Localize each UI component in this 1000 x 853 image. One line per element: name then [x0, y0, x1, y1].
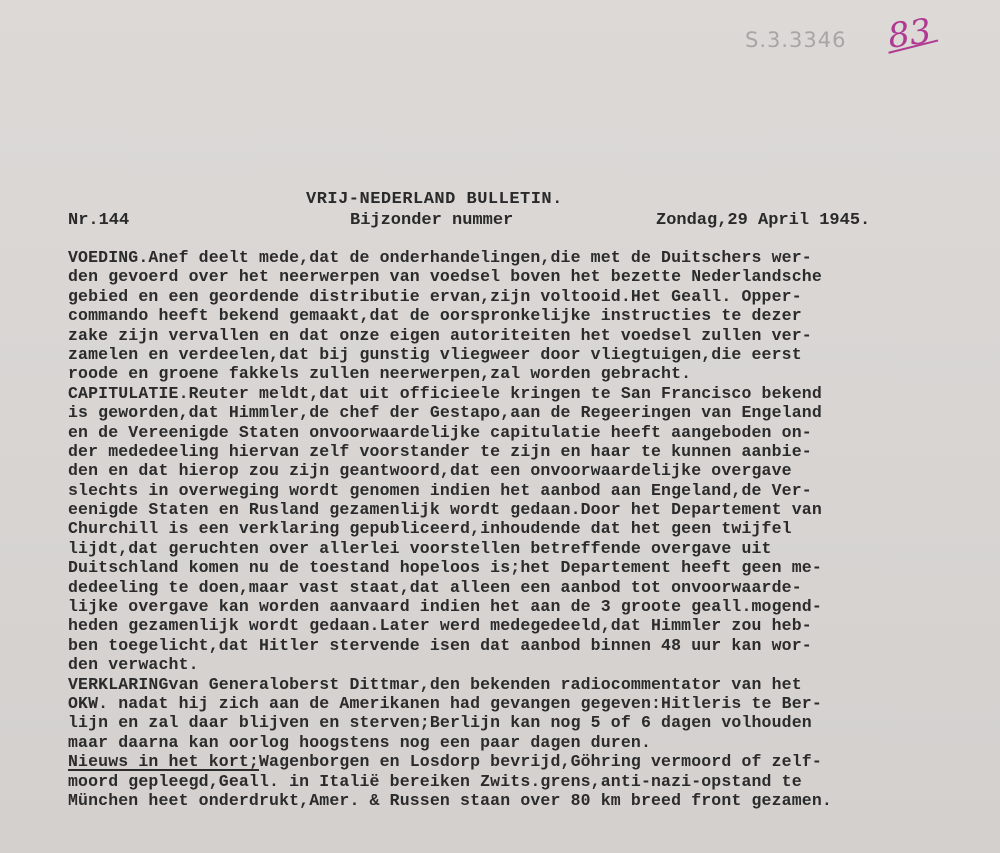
bulletin-body [68, 248, 968, 810]
body-line: VERKLARINGvan Generaloberst Dittmar,den bekenden radiocommentator van het [68, 674, 802, 694]
body-line: Churchill is een verklaring gepubliceerd,inhoudende dat het geen twijfel [68, 519, 792, 539]
body-line: gebied en een geordende distributie ervan,zijn voltooid.Het Geall. Opper- [68, 286, 802, 306]
archive-code-stamp: S.3.3346 [745, 28, 847, 52]
body-line: zake zijn vervallen en dat onze eigen autoriteiten het voedsel zullen ver- [68, 325, 812, 345]
body-line: ben toegelicht,dat Hitler stervende isen dat aanbod binnen 48 uur kan wor- [68, 635, 812, 655]
body-line: den verwacht. [68, 655, 199, 675]
body-line: roode en groene fakkels zullen neerwerpen,zal worden gebracht. [68, 364, 692, 384]
body-line: en de Vereenigde Staten onvoorwaardelijke capitulatie heeft aangeboden on- [68, 422, 812, 442]
body-line: CAPITULATIE.Reuter meldt,dat uit officieele kringen te San Francisco bekend [68, 383, 822, 403]
bulletin-header [68, 211, 908, 235]
body-line: den gevoerd over het neerwerpen van voedsel boven het bezette Nederlandsche [68, 267, 822, 287]
body-line: slechts in overweging wordt genomen indien het aanbod aan Engeland,de Ver- [68, 480, 812, 500]
body-line: VOEDING.Anef deelt mede,dat de onderhandelingen,die met de Duitschers wer- [68, 248, 812, 267]
issue-date: Zondag,29 April 1945. [656, 211, 871, 230]
body-line: is geworden,dat Himmler,de chef der Gestapo,aan de Regeeringen van Engeland [68, 403, 822, 423]
body-line: zamelen en verdeelen,dat bij gunstig vliegweer door vliegtuigen,die eerst [68, 344, 802, 364]
body-line: lijke overgave kan worden aanvaard indien het aan de 3 groote geall.mogend- [68, 597, 822, 617]
body-line: heden gezamenlijk wordt gedaan.Later werd medegedeeld,dat Himmler zou heb- [68, 616, 812, 636]
body-line: den en dat hierop zou zijn geantwoord,dat een onvoorwaardelijke overgave [68, 461, 792, 481]
bulletin-title: VRIJ-NEDERLAND BULLETIN. [306, 190, 563, 209]
issue-number: Nr.144 [68, 211, 130, 230]
news-line: München heet onderdrukt,Amer. & Russen staan over 80 km breed front gezamen. [68, 790, 832, 810]
news-heading: Nieuws in het kort; [68, 752, 259, 772]
body-line: eenigde Staten en Rusland gezamenlijk wordt gedaan.Door het Departement van [68, 500, 822, 520]
news-text: Wagenborgen en Losdorp bevrijd,Göhring vermoord of zelf- [258, 752, 822, 772]
body-line: Duitschland komen nu de toestand hopeloos is;het Departement heeft geen me- [68, 558, 822, 578]
body-line: commando heeft bekend gemaakt,dat de oorspronkelijke instructies te dezer [68, 306, 802, 326]
body-line: lijn en zal daar blijven en sterven;Berlijn kan nog 5 of 6 dagen volhouden [68, 713, 812, 733]
body-line: maar daarna kan oorlog hoogstens nog een paar dagen duren. [68, 732, 651, 752]
news-first-line [68, 752, 968, 771]
body-line: dedeeling te doen,maar vast staat,dat alleen een aanbod tot onvoorwaarde- [68, 577, 802, 597]
body-line: der mededeeling hiervan zelf voorstander te zijn en haar te kunnen aanbie- [68, 441, 812, 461]
news-line: moord gepleegd,Geall. in Italië bereiken Zwits.grens,anti-nazi-opstand te [68, 771, 802, 791]
handwritten-page-number: 83 [885, 11, 934, 57]
body-line: OKW. nadat hij zich aan de Amerikanen had gevangen gegeven:Hitleris te Ber- [68, 693, 822, 713]
bulletin-subtitle: Bijzonder nummer [350, 211, 514, 230]
body-line: lijdt,dat geruchten over allerlei voorstellen betreffende overgave uit [68, 538, 772, 558]
